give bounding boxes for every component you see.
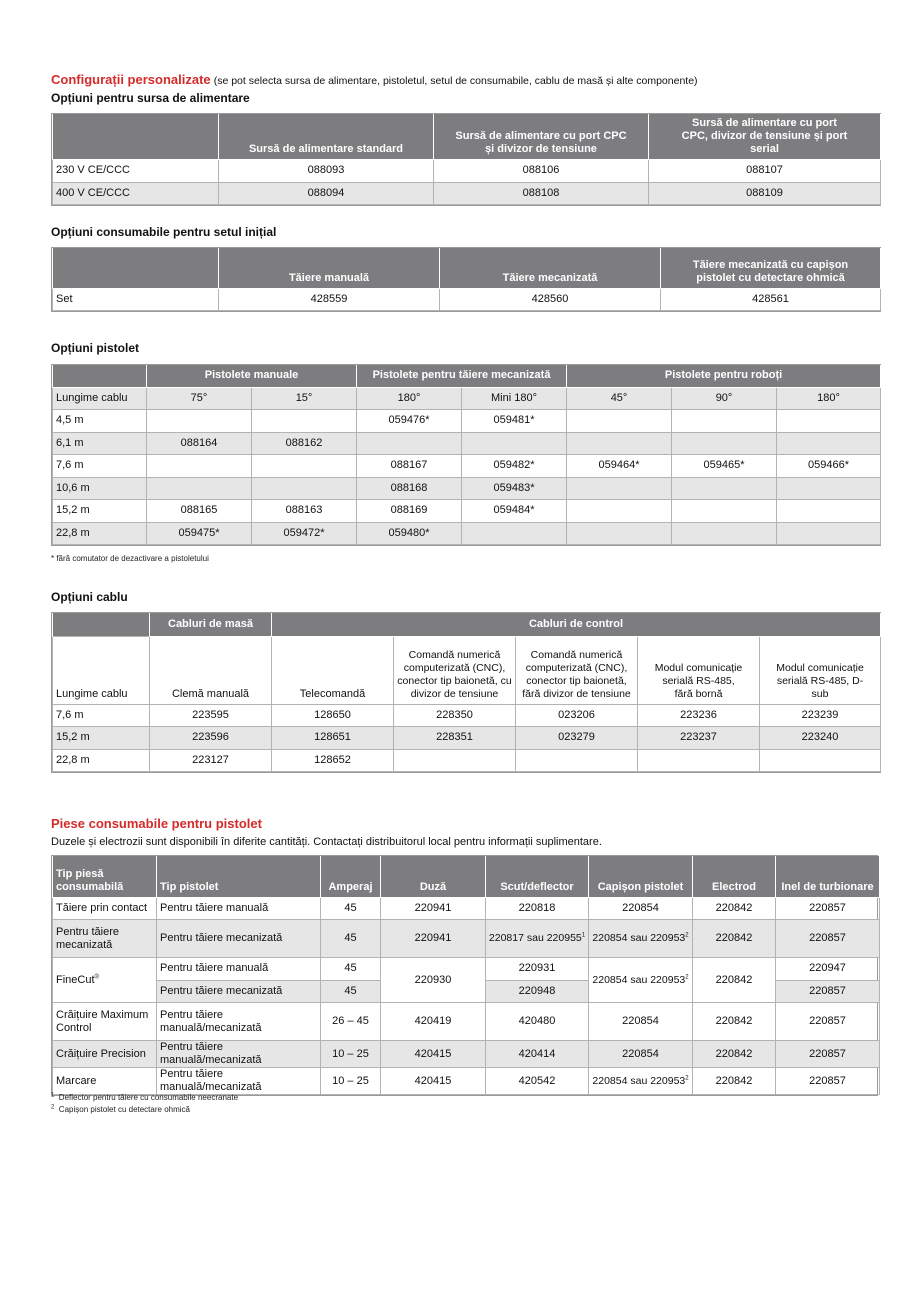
parts-cell: 220857 [776,1003,880,1041]
parts-footnote-1-text: Deflector pentru tăiere cu consumabile neecranate [58,1093,239,1102]
parts-cell: 220941 [381,897,486,920]
cable-subheader [638,636,760,704]
parts-cell: 220930 [381,958,486,1003]
parts-cell [53,920,157,958]
consumables-header-3-text: Tăiere mecanizată cu capișon pistolet cu detectare ohmică [692,258,849,284]
cable-cell: 223595 [150,704,272,727]
parts-cell: 220842 [693,897,776,920]
torch-cell [672,432,777,455]
torch-cell: 059483* [462,477,567,500]
torch-table [51,364,881,546]
parts-cell: 10 – 25 [321,1041,381,1068]
torch-footnote: * fără comutator de dezactivare a pistoletului [51,554,209,563]
torch-subheader: 180° [777,387,881,410]
torch-cell: 059482* [462,455,567,478]
torch-cell: 059484* [462,500,567,523]
torch-cell: 059465* [672,455,777,478]
torch-cell [147,477,252,500]
torch-cell [462,522,567,545]
torch-subheader: Lungime cablu [53,387,147,410]
parts-cell: 220857 [776,1068,880,1095]
torch-cell: 059476* [357,410,462,433]
consumables-header-3 [661,248,881,288]
parts-cell: Marcare [53,1068,157,1095]
torch-cell [672,477,777,500]
torch-cell [147,410,252,433]
parts-cell: Pentru tăiere manuală/mecanizată [157,1068,321,1095]
parts-footnote-1 [51,1092,881,1103]
table-row [53,1041,880,1068]
parts-cell: 45 [321,958,381,981]
table-row [53,288,881,311]
cable-cell [760,749,881,772]
cable-cell: 128652 [272,749,394,772]
torch-cell [777,522,881,545]
cable-cell [394,749,516,772]
footnote-mark: 1 [51,1092,55,1099]
power-cell: 400 V CE/CCC [53,182,219,205]
torch-cell [252,410,357,433]
torch-cell: 10,6 m [53,477,147,500]
registered-mark: ® [94,973,99,980]
parts-cell [486,920,589,958]
table-row [53,958,880,981]
cable-group-blank [53,613,150,636]
table-row [53,160,881,183]
cable-cell: 223236 [638,704,760,727]
torch-subheader: 180° [357,387,462,410]
parts-cell: 220941 [381,920,486,958]
cable-cell: 7,6 m [53,704,150,727]
table-row [53,727,881,750]
parts-header-1: Tip pistolet [157,856,321,897]
torch-cell [147,455,252,478]
parts-cell: Crăițuire Precision [53,1041,157,1068]
torch-cell: 088167 [357,455,462,478]
torch-cell: 059466* [777,455,881,478]
torch-cell [252,455,357,478]
parts-header-4: Scut/deflector [486,856,589,897]
footnote-mark: 2 [685,974,689,980]
cable-subheader-text: Modul comunicație serială RS-485, fără bornă [654,661,743,700]
cable-cell: 128651 [272,727,394,750]
torch-cell: 088165 [147,500,252,523]
parts-header-7: Inel de turbionare [776,856,880,897]
power-table [51,113,881,206]
torch-cell: 059475* [147,522,252,545]
cable-cell: 228351 [394,727,516,750]
table-row [53,477,881,500]
table-row [53,432,881,455]
torch-cell: 059472* [252,522,357,545]
power-header-0 [53,114,219,160]
parts-cell: 420414 [486,1041,589,1068]
torch-subheader: 90° [672,387,777,410]
parts-cell: 10 – 25 [321,1068,381,1095]
power-header-2-text: Sursă de alimentare cu port CPC și divizor de tensiune [455,130,627,155]
cable-subheader: Clemă manuală [150,636,272,704]
parts-marking-cap: 220854 sau 220953 [592,1074,686,1087]
power-cell: 230 V CE/CCC [53,160,219,183]
cable-cell [516,749,638,772]
consumables-table [51,247,881,312]
parts-finecut-name: FineCut [56,973,95,986]
parts-cell: 220854 [589,897,693,920]
footnote-mark: 2 [685,932,689,939]
parts-cell: 220857 [776,920,880,958]
power-cell: 088106 [434,160,649,183]
torch-cell: 4,5 m [53,410,147,433]
power-header-3-text: Sursă de alimentare cu port CPC, divizor de tensiune și port serial [681,117,848,155]
consumables-header-2: Tăiere mecanizată [440,248,661,288]
parts-cell: 420480 [486,1003,589,1041]
power-header-2 [434,114,649,160]
footnote-mark: 2 [685,1075,689,1081]
torch-cell: 059464* [567,455,672,478]
parts-cell: Pentru tăiere manuală [157,897,321,920]
cable-subtitle: Opțiuni cablu [51,590,128,604]
parts-cell: 420542 [486,1068,589,1095]
parts-cell: Pentru tăiere mecanizată [157,920,321,958]
torch-group-1: Pistolete pentru tăiere mecanizată [357,365,567,387]
parts-footnote-2 [51,1104,881,1115]
power-header-1: Sursă de alimentare standard [219,114,434,160]
torch-subtitle: Opțiuni pistolet [51,341,139,355]
parts-cell: 220842 [693,1041,776,1068]
parts-cell: 220948 [486,980,589,1003]
parts-cell: 420415 [381,1068,486,1095]
torch-cell [567,410,672,433]
power-header-3 [649,114,881,160]
parts-header-3: Duză [381,856,486,897]
parts-footnote-2-text: Capișon pistolet cu detectare ohmică [58,1105,190,1114]
parts-cell: 220857 [776,1041,880,1068]
parts-cell: 420419 [381,1003,486,1041]
cable-subheader: Comandă numerică computerizată (CNC), conector tip baionetă, fără divizor de tensiune [516,636,638,704]
cable-cell: 223239 [760,704,881,727]
torch-cell: 059480* [357,522,462,545]
parts-cell: 45 [321,980,381,1003]
torch-subheader: Mini 180° [462,387,567,410]
parts-header-2: Amperaj [321,856,381,897]
torch-cell [777,432,881,455]
parts-cell [53,1003,157,1041]
torch-cell [567,477,672,500]
torch-cell: 6,1 m [53,432,147,455]
parts-cell: 220818 [486,897,589,920]
cable-cell: 023206 [516,704,638,727]
table-row [53,1003,880,1041]
torch-cell [252,477,357,500]
parts-header-5: Capișon pistolet [589,856,693,897]
torch-cell [672,522,777,545]
torch-cell: 088163 [252,500,357,523]
torch-cell: 088169 [357,500,462,523]
cable-cell: 15,2 m [53,727,150,750]
intro-title: Configurații personalizate [51,72,211,87]
parts-cell: 26 – 45 [321,1003,381,1041]
parts-header-6: Electrod [693,856,776,897]
torch-cell: 059481* [462,410,567,433]
cable-subheader: Lungime cablu [53,636,150,704]
parts-title: Piese consumabile pentru pistolet [51,816,262,831]
parts-cell: 220842 [693,1068,776,1095]
parts-header-0 [53,856,157,897]
cable-table [51,612,881,773]
cable-cell: 223237 [638,727,760,750]
parts-mech-name: Pentru tăiere mecanizată [56,925,119,951]
cable-cell: 228350 [394,704,516,727]
parts-cell: Tăiere prin contact [53,897,157,920]
torch-cell [672,410,777,433]
torch-group-0: Pistolete manuale [147,365,357,387]
parts-cell: Pentru tăiere mecanizată [157,980,321,1003]
table-row [53,522,881,545]
torch-cell [567,432,672,455]
cable-cell: 223240 [760,727,881,750]
torch-cell [777,410,881,433]
torch-cell: 22,8 m [53,522,147,545]
footnote-mark: 1 [581,932,586,939]
torch-cell [672,500,777,523]
power-cell: 088094 [219,182,434,205]
table-row [53,749,881,772]
intro-title-note: (se pot selecta sursa de alimentare, pistoletul, setul de consumabile, cablu de masă și alte componente) [213,75,698,87]
table-row [53,920,880,958]
table-row [53,897,880,920]
cable-subheader [760,636,881,704]
parts-cell: 420415 [381,1041,486,1068]
parts-cell: 45 [321,897,381,920]
footnote-mark: 2 [51,1104,55,1111]
cable-cell: 223127 [150,749,272,772]
torch-cell [777,477,881,500]
parts-cell: 45 [321,920,381,958]
cable-group-1: Cabluri de control [272,613,881,636]
cable-cell [638,749,760,772]
power-cell: 088109 [649,182,881,205]
torch-group-blank [53,365,147,387]
torch-cell: 088168 [357,477,462,500]
parts-cell: 220931 [486,958,589,981]
cable-cell: 023279 [516,727,638,750]
consumables-cell: Set [53,288,219,311]
consumables-cell: 428560 [440,288,661,311]
power-cell: 088093 [219,160,434,183]
torch-table-body [53,410,881,545]
cable-subheader: Comandă numerică computerizată (CNC), conector tip baionetă, cu divizor de tensiune [394,636,516,704]
parts-cell [589,958,693,1003]
torch-cell: 7,6 m [53,455,147,478]
parts-cell: 220857 [776,980,880,1003]
torch-cell [567,500,672,523]
parts-cell: 220857 [776,897,880,920]
parts-cell: Pentru tăiere manuală [157,958,321,981]
table-row [53,182,881,205]
torch-subheader: 75° [147,387,252,410]
parts-cell: 220947 [776,958,880,981]
parts-cell: 220854 [589,1003,693,1041]
cable-subheader-text: Modul comunicație serială RS-485, D-sub [776,661,864,700]
torch-cell: 088164 [147,432,252,455]
torch-subheader: 45° [567,387,672,410]
parts-mech-cap: 220854 sau 220953 [592,932,686,944]
parts-maxcontrol-name: Crăițuire Maximum Control [56,1008,149,1034]
cable-cell: 128650 [272,704,394,727]
parts-finecut-cap: 220854 sau 220953 [592,973,686,986]
parts-description: Duzele și electrozii sunt disponibili în diferite cantități. Contactați distribuitorul local pentru informații suplimentare. [51,836,602,848]
cable-cell: 22,8 m [53,749,150,772]
consumables-cell: 428559 [219,288,440,311]
consumables-subtitle: Opțiuni consumabile pentru setul inițial [51,225,277,239]
table-row [53,455,881,478]
parts-header-0-text: Tip piesă consumabilă [56,867,124,893]
consumables-header-1: Tăiere manuală [219,248,440,288]
parts-cell: 220842 [693,920,776,958]
power-cell: 088108 [434,182,649,205]
parts-cell [589,1068,693,1095]
consumables-header-0 [53,248,219,288]
cable-subheader-row [53,636,881,704]
power-subtitle: Opțiuni pentru sursa de alimentare [51,91,250,105]
table-row [53,410,881,433]
torch-cell: 088162 [252,432,357,455]
table-row [53,704,881,727]
parts-cell: 220842 [693,958,776,1003]
table-row [53,500,881,523]
cable-table-body [53,704,881,772]
power-cell: 088107 [649,160,881,183]
parts-cell [589,920,693,958]
parts-cell: Pentru tăiere manuală/mecanizată [157,1041,321,1068]
intro-heading [51,72,881,87]
parts-cell: 220842 [693,1003,776,1041]
parts-cell: Pentru tăiere manuală/mecanizată [157,1003,321,1041]
parts-cell: 220854 [589,1041,693,1068]
torch-subheader: 15° [252,387,357,410]
cable-group-0: Cabluri de masă [150,613,272,636]
torch-cell [777,500,881,523]
cable-cell: 223596 [150,727,272,750]
parts-mech-shield: 220817 sau 220955 [488,932,582,944]
torch-cell [567,522,672,545]
cable-subheader: Telecomandă [272,636,394,704]
torch-cell [462,432,567,455]
parts-cell [53,958,157,1003]
torch-cell [357,432,462,455]
torch-cell: 15,2 m [53,500,147,523]
table-row [53,1068,880,1095]
consumables-cell: 428561 [661,288,881,311]
torch-group-2: Pistolete pentru roboți [567,365,881,387]
torch-subheader-row [53,387,881,410]
